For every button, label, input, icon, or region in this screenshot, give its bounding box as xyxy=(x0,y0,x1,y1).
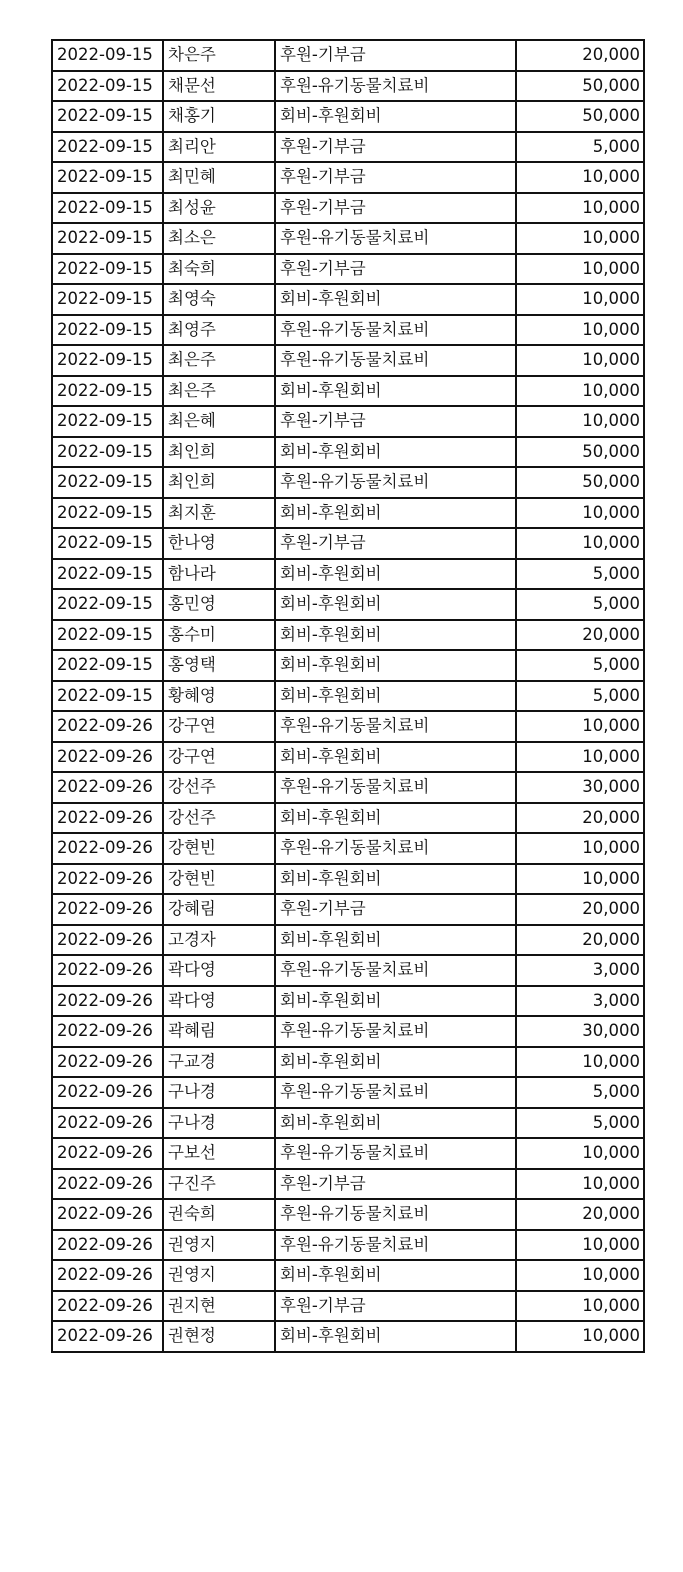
date-cell: 2022-09-15 xyxy=(52,101,163,132)
name-cell: 권현정 xyxy=(163,1321,275,1352)
date-cell: 2022-09-26 xyxy=(52,1321,163,1352)
table-row xyxy=(52,1047,644,1078)
amount-cell: 50,000 xyxy=(516,437,644,468)
date-cell: 2022-09-26 xyxy=(52,1138,163,1169)
name-cell: 함나라 xyxy=(163,559,275,590)
name-cell: 한나영 xyxy=(163,528,275,559)
amount-cell: 10,000 xyxy=(516,223,644,254)
name-cell: 곽다영 xyxy=(163,986,275,1017)
table-row xyxy=(52,833,644,864)
date-cell: 2022-09-15 xyxy=(52,132,163,163)
amount-cell: 10,000 xyxy=(516,1169,644,1200)
table-row xyxy=(52,40,644,71)
amount-cell: 30,000 xyxy=(516,1016,644,1047)
amount-cell: 5,000 xyxy=(516,1077,644,1108)
type-cell: 회비-후원회비 xyxy=(275,589,516,620)
type-cell: 회비-후원회비 xyxy=(275,1047,516,1078)
type-cell: 후원-유기동물치료비 xyxy=(275,315,516,346)
type-cell: 회비-후원회비 xyxy=(275,498,516,529)
date-cell: 2022-09-26 xyxy=(52,1260,163,1291)
table-row xyxy=(52,986,644,1017)
type-cell: 후원-기부금 xyxy=(275,1291,516,1322)
table-row xyxy=(52,955,644,986)
amount-cell: 50,000 xyxy=(516,71,644,102)
name-cell: 최은주 xyxy=(163,376,275,407)
amount-cell: 20,000 xyxy=(516,620,644,651)
amount-cell: 10,000 xyxy=(516,254,644,285)
amount-cell: 5,000 xyxy=(516,132,644,163)
date-cell: 2022-09-15 xyxy=(52,620,163,651)
name-cell: 채문선 xyxy=(163,71,275,102)
table-row xyxy=(52,162,644,193)
name-cell: 최인희 xyxy=(163,437,275,468)
amount-cell: 10,000 xyxy=(516,1047,644,1078)
table-row xyxy=(52,1230,644,1261)
date-cell: 2022-09-26 xyxy=(52,1199,163,1230)
amount-cell: 10,000 xyxy=(516,1260,644,1291)
type-cell: 후원-유기동물치료비 xyxy=(275,1230,516,1261)
table-row xyxy=(52,1321,644,1352)
type-cell: 회비-후원회비 xyxy=(275,1260,516,1291)
amount-cell: 10,000 xyxy=(516,376,644,407)
table-row xyxy=(52,406,644,437)
date-cell: 2022-09-15 xyxy=(52,376,163,407)
type-cell: 회비-후원회비 xyxy=(275,803,516,834)
amount-cell: 20,000 xyxy=(516,1199,644,1230)
amount-cell: 5,000 xyxy=(516,681,644,712)
table-row xyxy=(52,254,644,285)
amount-cell: 3,000 xyxy=(516,955,644,986)
table-row xyxy=(52,894,644,925)
date-cell: 2022-09-15 xyxy=(52,528,163,559)
amount-cell: 10,000 xyxy=(516,1138,644,1169)
date-cell: 2022-09-26 xyxy=(52,833,163,864)
table-row xyxy=(52,193,644,224)
table-row xyxy=(52,376,644,407)
name-cell: 강선주 xyxy=(163,803,275,834)
name-cell: 홍영택 xyxy=(163,650,275,681)
table-row xyxy=(52,71,644,102)
date-cell: 2022-09-15 xyxy=(52,498,163,529)
name-cell: 최리안 xyxy=(163,132,275,163)
table-row xyxy=(52,681,644,712)
type-cell: 후원-유기동물치료비 xyxy=(275,467,516,498)
table-row xyxy=(52,772,644,803)
table-row xyxy=(52,101,644,132)
name-cell: 홍수미 xyxy=(163,620,275,651)
type-cell: 회비-후원회비 xyxy=(275,742,516,773)
donation-table xyxy=(51,39,645,1353)
amount-cell: 10,000 xyxy=(516,406,644,437)
table-row xyxy=(52,437,644,468)
table-row xyxy=(52,864,644,895)
name-cell: 구보선 xyxy=(163,1138,275,1169)
date-cell: 2022-09-26 xyxy=(52,1077,163,1108)
type-cell: 후원-기부금 xyxy=(275,1169,516,1200)
amount-cell: 10,000 xyxy=(516,284,644,315)
date-cell: 2022-09-15 xyxy=(52,254,163,285)
name-cell: 채홍기 xyxy=(163,101,275,132)
name-cell: 고경자 xyxy=(163,925,275,956)
amount-cell: 50,000 xyxy=(516,467,644,498)
date-cell: 2022-09-26 xyxy=(52,1016,163,1047)
name-cell: 구진주 xyxy=(163,1169,275,1200)
amount-cell: 20,000 xyxy=(516,803,644,834)
type-cell: 후원-유기동물치료비 xyxy=(275,833,516,864)
name-cell: 최소은 xyxy=(163,223,275,254)
table-row xyxy=(52,1108,644,1139)
date-cell: 2022-09-26 xyxy=(52,1108,163,1139)
date-cell: 2022-09-15 xyxy=(52,589,163,620)
table-row xyxy=(52,620,644,651)
type-cell: 회비-후원회비 xyxy=(275,437,516,468)
amount-cell: 10,000 xyxy=(516,315,644,346)
amount-cell: 30,000 xyxy=(516,772,644,803)
name-cell: 강구연 xyxy=(163,742,275,773)
amount-cell: 3,000 xyxy=(516,986,644,1017)
name-cell: 권숙희 xyxy=(163,1199,275,1230)
type-cell: 회비-후원회비 xyxy=(275,864,516,895)
type-cell: 후원-유기동물치료비 xyxy=(275,1016,516,1047)
type-cell: 후원-기부금 xyxy=(275,193,516,224)
date-cell: 2022-09-15 xyxy=(52,223,163,254)
type-cell: 후원-유기동물치료비 xyxy=(275,1138,516,1169)
amount-cell: 10,000 xyxy=(516,1291,644,1322)
date-cell: 2022-09-15 xyxy=(52,284,163,315)
table-body xyxy=(52,40,644,1352)
type-cell: 후원-유기동물치료비 xyxy=(275,772,516,803)
name-cell: 최민혜 xyxy=(163,162,275,193)
amount-cell: 10,000 xyxy=(516,1230,644,1261)
type-cell: 회비-후원회비 xyxy=(275,376,516,407)
table-row xyxy=(52,559,644,590)
type-cell: 후원-기부금 xyxy=(275,40,516,71)
type-cell: 회비-후원회비 xyxy=(275,284,516,315)
table-row xyxy=(52,1016,644,1047)
type-cell: 회비-후원회비 xyxy=(275,986,516,1017)
type-cell: 후원-유기동물치료비 xyxy=(275,1199,516,1230)
date-cell: 2022-09-26 xyxy=(52,1230,163,1261)
name-cell: 강선주 xyxy=(163,772,275,803)
name-cell: 구교경 xyxy=(163,1047,275,1078)
table-row xyxy=(52,1077,644,1108)
amount-cell: 10,000 xyxy=(516,162,644,193)
type-cell: 후원-기부금 xyxy=(275,132,516,163)
amount-cell: 10,000 xyxy=(516,528,644,559)
amount-cell: 20,000 xyxy=(516,40,644,71)
name-cell: 곽다영 xyxy=(163,955,275,986)
name-cell: 황혜영 xyxy=(163,681,275,712)
date-cell: 2022-09-26 xyxy=(52,986,163,1017)
name-cell: 곽혜림 xyxy=(163,1016,275,1047)
date-cell: 2022-09-15 xyxy=(52,437,163,468)
amount-cell: 5,000 xyxy=(516,650,644,681)
date-cell: 2022-09-15 xyxy=(52,71,163,102)
name-cell: 강혜림 xyxy=(163,894,275,925)
date-cell: 2022-09-26 xyxy=(52,803,163,834)
amount-cell: 10,000 xyxy=(516,498,644,529)
name-cell: 최영숙 xyxy=(163,284,275,315)
amount-cell: 10,000 xyxy=(516,833,644,864)
type-cell: 후원-유기동물치료비 xyxy=(275,955,516,986)
table-row xyxy=(52,1291,644,1322)
date-cell: 2022-09-26 xyxy=(52,1169,163,1200)
date-cell: 2022-09-15 xyxy=(52,467,163,498)
amount-cell: 5,000 xyxy=(516,589,644,620)
date-cell: 2022-09-15 xyxy=(52,406,163,437)
name-cell: 강현빈 xyxy=(163,864,275,895)
name-cell: 강현빈 xyxy=(163,833,275,864)
amount-cell: 50,000 xyxy=(516,101,644,132)
amount-cell: 20,000 xyxy=(516,894,644,925)
type-cell: 후원-기부금 xyxy=(275,406,516,437)
table-row xyxy=(52,315,644,346)
name-cell: 최성윤 xyxy=(163,193,275,224)
type-cell: 회비-후원회비 xyxy=(275,559,516,590)
name-cell: 최은혜 xyxy=(163,406,275,437)
type-cell: 회비-후원회비 xyxy=(275,1108,516,1139)
table-row xyxy=(52,223,644,254)
table-row xyxy=(52,498,644,529)
type-cell: 후원-기부금 xyxy=(275,894,516,925)
type-cell: 후원-기부금 xyxy=(275,254,516,285)
name-cell: 홍민영 xyxy=(163,589,275,620)
name-cell: 권영지 xyxy=(163,1230,275,1261)
type-cell: 후원-유기동물치료비 xyxy=(275,1077,516,1108)
name-cell: 권영지 xyxy=(163,1260,275,1291)
type-cell: 회비-후원회비 xyxy=(275,681,516,712)
date-cell: 2022-09-26 xyxy=(52,772,163,803)
amount-cell: 10,000 xyxy=(516,742,644,773)
date-cell: 2022-09-15 xyxy=(52,40,163,71)
name-cell: 강구연 xyxy=(163,711,275,742)
date-cell: 2022-09-15 xyxy=(52,193,163,224)
name-cell: 최숙희 xyxy=(163,254,275,285)
amount-cell: 10,000 xyxy=(516,345,644,376)
table-row xyxy=(52,467,644,498)
date-cell: 2022-09-15 xyxy=(52,681,163,712)
type-cell: 회비-후원회비 xyxy=(275,1321,516,1352)
name-cell: 최지훈 xyxy=(163,498,275,529)
table-row xyxy=(52,1138,644,1169)
table-row xyxy=(52,711,644,742)
name-cell: 구나경 xyxy=(163,1077,275,1108)
name-cell: 최인희 xyxy=(163,467,275,498)
date-cell: 2022-09-26 xyxy=(52,1047,163,1078)
amount-cell: 5,000 xyxy=(516,559,644,590)
table-row xyxy=(52,1169,644,1200)
date-cell: 2022-09-26 xyxy=(52,925,163,956)
date-cell: 2022-09-26 xyxy=(52,955,163,986)
name-cell: 구나경 xyxy=(163,1108,275,1139)
name-cell: 최영주 xyxy=(163,315,275,346)
amount-cell: 10,000 xyxy=(516,193,644,224)
table-row xyxy=(52,925,644,956)
date-cell: 2022-09-15 xyxy=(52,650,163,681)
table-row xyxy=(52,345,644,376)
name-cell: 차은주 xyxy=(163,40,275,71)
amount-cell: 10,000 xyxy=(516,864,644,895)
type-cell: 후원-유기동물치료비 xyxy=(275,711,516,742)
table-row xyxy=(52,132,644,163)
amount-cell: 10,000 xyxy=(516,711,644,742)
type-cell: 후원-기부금 xyxy=(275,162,516,193)
table-row xyxy=(52,650,644,681)
table-row xyxy=(52,1199,644,1230)
type-cell: 회비-후원회비 xyxy=(275,101,516,132)
date-cell: 2022-09-15 xyxy=(52,345,163,376)
date-cell: 2022-09-15 xyxy=(52,559,163,590)
date-cell: 2022-09-26 xyxy=(52,1291,163,1322)
date-cell: 2022-09-26 xyxy=(52,894,163,925)
donation-ledger xyxy=(51,39,643,1353)
type-cell: 후원-유기동물치료비 xyxy=(275,223,516,254)
table-row xyxy=(52,803,644,834)
date-cell: 2022-09-15 xyxy=(52,315,163,346)
table-row xyxy=(52,742,644,773)
type-cell: 회비-후원회비 xyxy=(275,620,516,651)
date-cell: 2022-09-15 xyxy=(52,162,163,193)
type-cell: 후원-유기동물치료비 xyxy=(275,71,516,102)
amount-cell: 20,000 xyxy=(516,925,644,956)
type-cell: 후원-기부금 xyxy=(275,528,516,559)
date-cell: 2022-09-26 xyxy=(52,742,163,773)
amount-cell: 10,000 xyxy=(516,1321,644,1352)
table-row xyxy=(52,589,644,620)
table-row xyxy=(52,284,644,315)
date-cell: 2022-09-26 xyxy=(52,864,163,895)
type-cell: 회비-후원회비 xyxy=(275,925,516,956)
table-row xyxy=(52,1260,644,1291)
name-cell: 권지현 xyxy=(163,1291,275,1322)
name-cell: 최은주 xyxy=(163,345,275,376)
date-cell: 2022-09-26 xyxy=(52,711,163,742)
type-cell: 후원-유기동물치료비 xyxy=(275,345,516,376)
table-row xyxy=(52,528,644,559)
amount-cell: 5,000 xyxy=(516,1108,644,1139)
type-cell: 회비-후원회비 xyxy=(275,650,516,681)
